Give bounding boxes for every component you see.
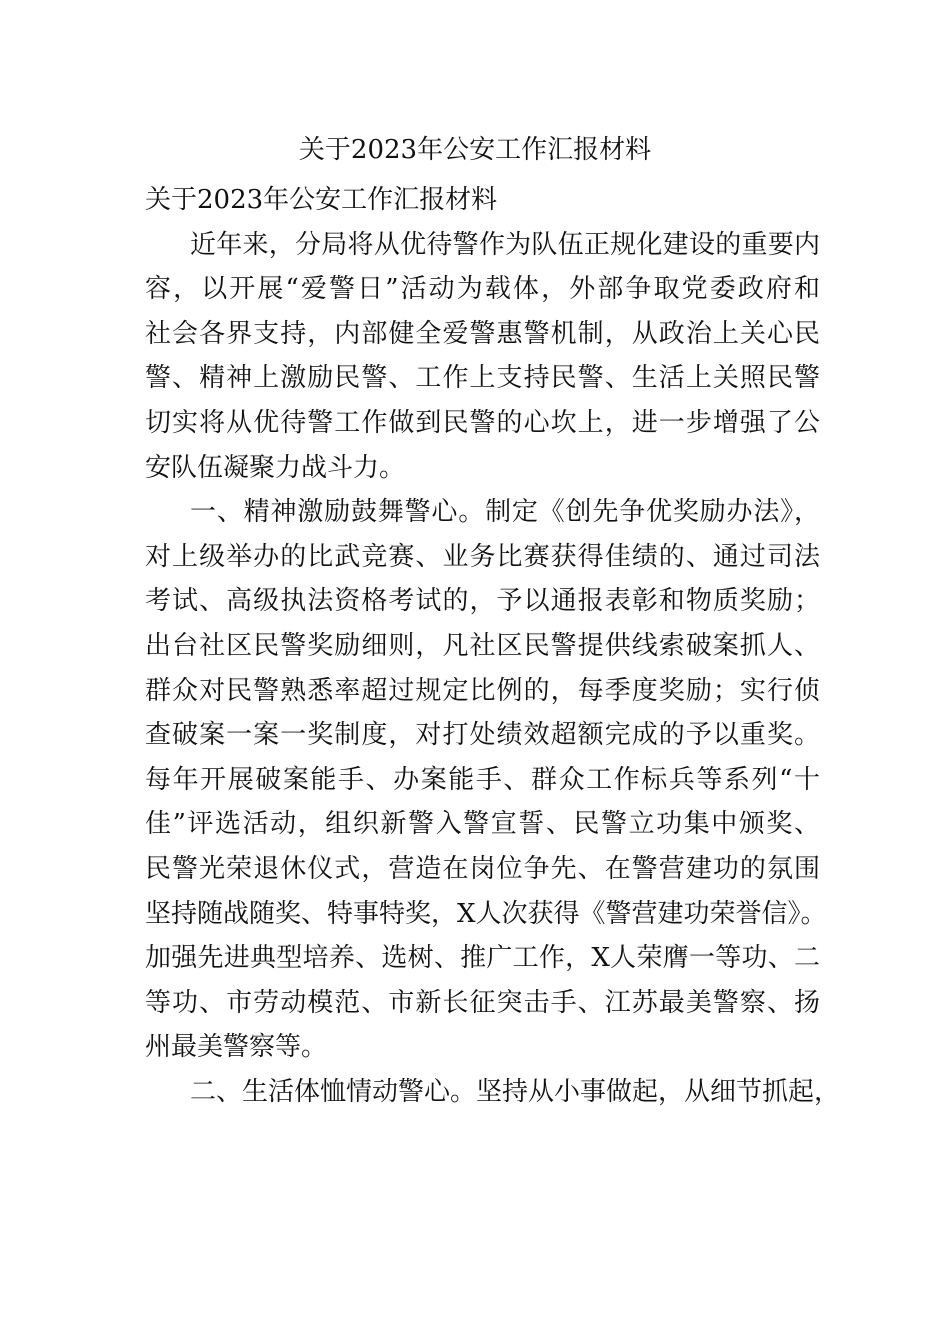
paragraph-line: 二、生活体恤情动警心。坚持从小事做起，从细节抓起，: [190, 1076, 841, 1107]
paragraph-line: 近年来，分局将从优待警作为队伍正规化建设的重要内: [190, 229, 820, 260]
paragraph-line: 每年开展破案能手、办案能手、群众工作标兵等系列“十: [145, 764, 820, 795]
paragraph-line: 查破案一案一奖制度，对打处绩效超额完成的予以重奖。: [145, 720, 820, 751]
paragraph-line: 社会各界支持，内部健全爱警惠警机制，从政治上关心民: [145, 318, 820, 349]
document-body: [145, 178, 841, 1114]
paragraph-line: 加强先进典型培养、选树、推广工作，X人荣膺一等功、二: [145, 943, 820, 974]
paragraph-line: 群众对民警熟悉率超过规定比例的，每季度奖励；实行侦: [145, 675, 820, 706]
paragraph-line: 佳”评选活动，组织新警入警宣誓、民警立功集中颁奖、: [145, 809, 820, 840]
paragraph-line: 对上级举办的比武竞赛、业务比赛获得佳绩的、通过司法: [145, 541, 820, 572]
paragraph-line: 州最美警察等。: [145, 1032, 328, 1063]
document-title: 关于2023年公安工作汇报材料: [298, 135, 652, 165]
paragraph-line: 民警光荣退休仪式，营造在岗位争先、在警营建功的氛围: [145, 853, 820, 884]
paragraph-section-two: [145, 1070, 841, 1115]
paragraph-line: 一、精神激励鼓舞警心。制定《创先争优奖励办法》，: [190, 497, 820, 528]
paragraph-line: 警、精神上激励民警、工作上支持民警、生活上关照民警: [145, 363, 820, 394]
paragraph-line: 坚持随战随奖、特事特奖，X人次获得《警营建功荣誉信》。: [145, 898, 827, 929]
paragraph-line: 考试、高级执法资格考试的，予以通报表彰和物质奖励；: [145, 586, 820, 617]
paragraph-line: 容，以开展“爱警日”活动为载体，外部争取党委政府和: [145, 274, 820, 305]
document-subtitle: 关于2023年公安工作汇报材料: [145, 185, 498, 215]
paragraph-section-one: [145, 490, 827, 1070]
paragraph-line: 切实将从优待警工作做到民警的心坎上，进一步增强了公: [145, 407, 820, 438]
paragraph-line: 出台社区民警奖励细则，凡社区民警提供线索破案抓人、: [145, 630, 820, 661]
paragraph-intro: [145, 223, 820, 491]
paragraph-line: 等功、市劳动模范、市新长征突击手、江苏最美警察、扬: [145, 987, 820, 1018]
paragraph-line: 安队伍凝聚力战斗力。: [145, 452, 406, 483]
